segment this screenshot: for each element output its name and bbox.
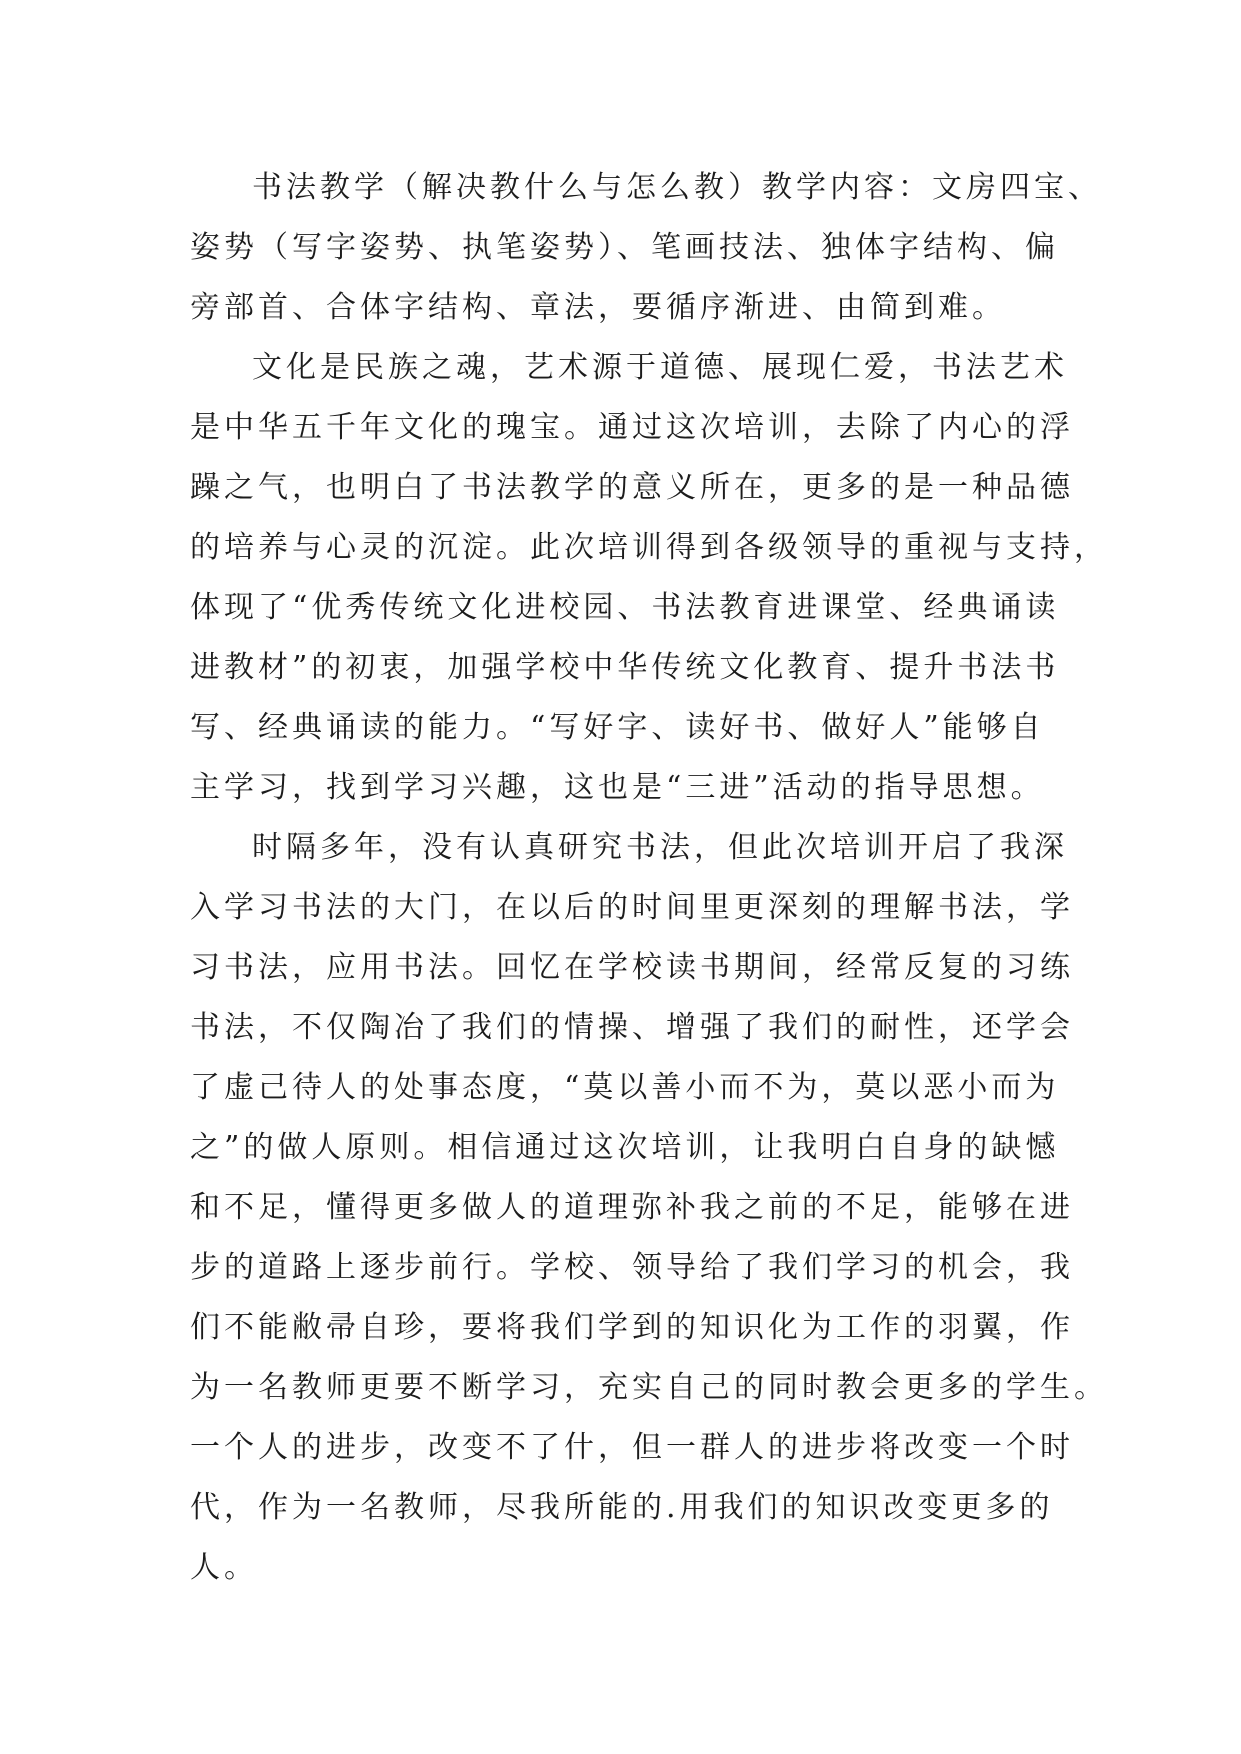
paragraph-2-line-5: 体现了“优秀传统文化进校园、书法教育进课堂、经典诵读: [190, 590, 1060, 625]
paragraph-1-line-3: 旁部首、合体字结构、章法，要循序渐进、由简到难。: [190, 290, 1006, 325]
paragraph-2-line-8: 主学习，找到学习兴趣，这也是“三进”活动的指导思想。: [190, 770, 1045, 805]
paragraph-3-line-11: 一个人的进步，改变不了什，但一群人的进步将改变一个时: [190, 1430, 1074, 1465]
paragraph-3-line-2: 入学习书法的大门，在以后的时间里更深刻的理解书法，学: [190, 890, 1074, 925]
paragraph-2-line-1: 文化是民族之魂，艺术源于道德、展现仁爱，书法艺术: [252, 350, 1068, 385]
paragraph-2-line-2: 是中华五千年文化的瑰宝。通过这次培训，去除了内心的浮: [190, 410, 1074, 445]
paragraph-3-line-5: 了虚己待人的处事态度，“莫以善小而不为，莫以恶小而为: [190, 1070, 1060, 1105]
paragraph-3-line-3: 习书法，应用书法。回忆在学校读书期间，经常反复的习练: [190, 950, 1074, 985]
paragraph-3-line-8: 步的道路上逐步前行。学校、领导给了我们学习的机会，我: [190, 1250, 1074, 1285]
paragraph-3-line-12: 代，作为一名教师，尽我所能的.用我们的知识改变更多的: [190, 1490, 1054, 1525]
paragraph-2-line-6: 进教材”的初衷，加强学校中华传统文化教育、提升书法书: [190, 650, 1060, 685]
paragraph-2-line-7: 写、经典诵读的能力。“写好字、读好书、做好人”能够自: [190, 710, 1045, 745]
paragraph-2-line-3: 躁之气，也明白了书法教学的意义所在，更多的是一种品德: [190, 470, 1074, 505]
paragraph-3-line-7: 和不足，懂得更多做人的道理弥补我之前的不足，能够在进: [190, 1190, 1074, 1225]
paragraph-3-line-13: 人。: [190, 1550, 258, 1585]
paragraph-3-line-6: 之”的做人原则。相信通过这次培训，让我明白自身的缺憾: [190, 1130, 1060, 1165]
paragraph-3-line-4: 书法，不仅陶冶了我们的情操、增强了我们的耐性，还学会: [190, 1010, 1074, 1045]
paragraph-1-line-1: 书法教学（解决教什么与怎么教）教学内容：文房四宝、: [252, 170, 1102, 205]
paragraph-1-line-2: 姿势（写字姿势、执笔姿势）、笔画技法、独体字结构、偏: [190, 230, 1059, 265]
paragraph-3-line-9: 们不能敝帚自珍，要将我们学到的知识化为工作的羽翼，作: [190, 1310, 1074, 1345]
paragraph-3-line-1: 时隔多年，没有认真研究书法，但此次培训开启了我深: [252, 830, 1068, 865]
paragraph-2-line-4: 的培养与心灵的沉淀。此次培训得到各级领导的重视与支持，: [190, 530, 1108, 565]
paragraph-3-line-10: 为一名教师更要不断学习，充实自己的同时教会更多的学生。: [190, 1370, 1108, 1405]
